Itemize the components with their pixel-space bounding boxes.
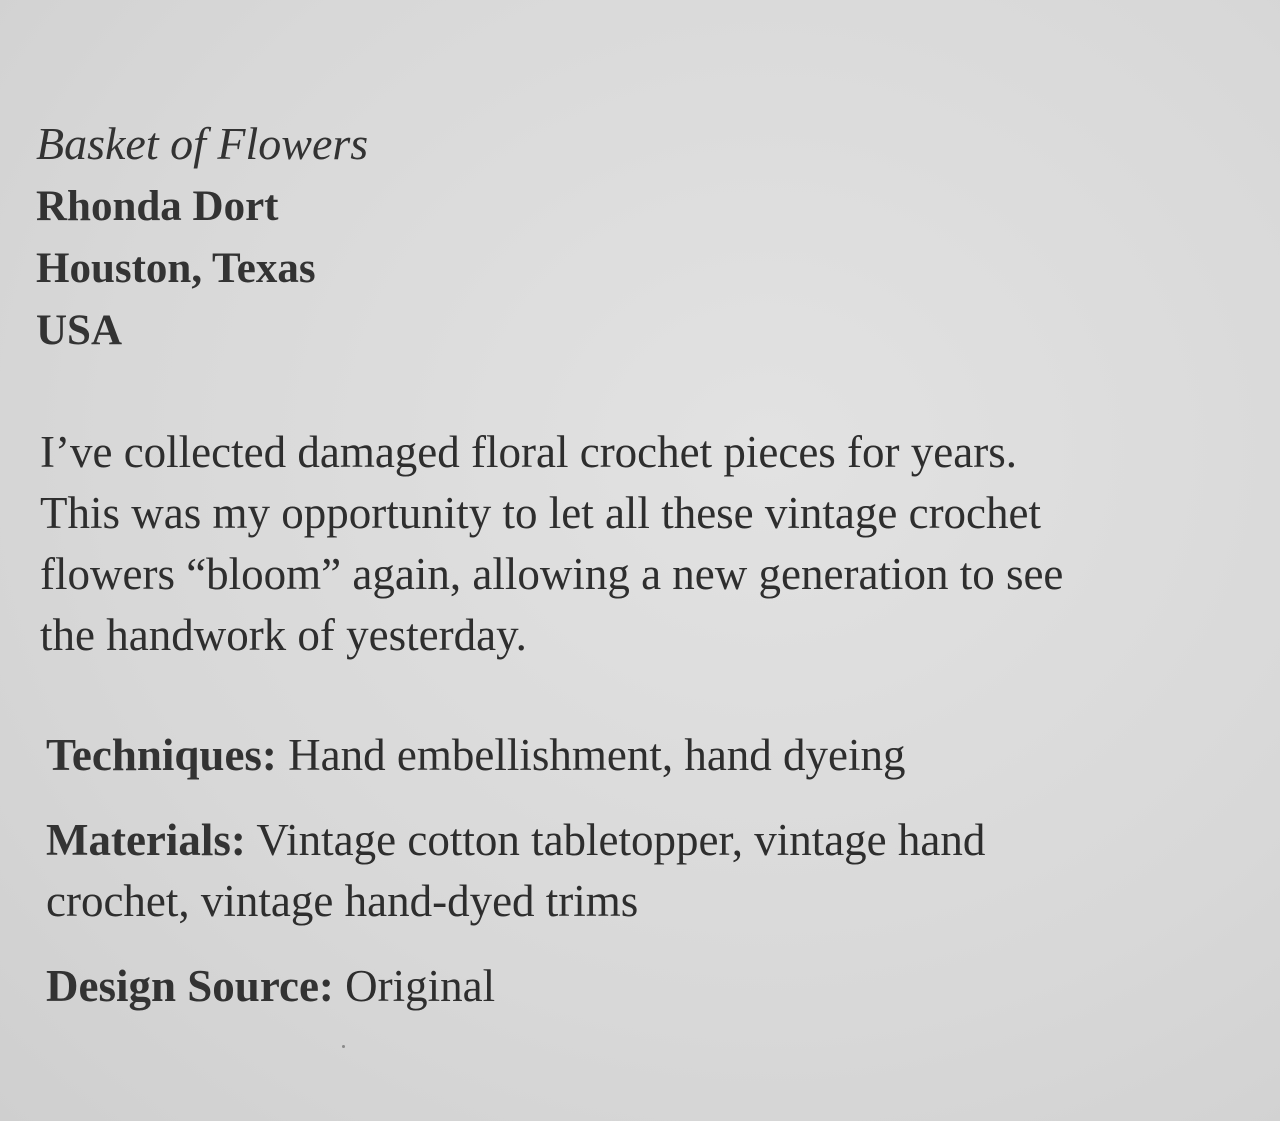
design-source-value: Original bbox=[345, 961, 496, 1011]
artist-name: Rhonda Dort bbox=[36, 183, 279, 230]
design-source-label: Design Source: bbox=[46, 961, 334, 1011]
statement-line: flowers “bloom” again, allowing a new generation to see bbox=[40, 549, 1064, 599]
artist-city: Houston, Texas bbox=[36, 245, 316, 292]
statement-line: This was my opportunity to let all these vintage crochet bbox=[40, 488, 1042, 538]
techniques-label: Techniques: bbox=[46, 730, 277, 780]
artwork-title: Basket of Flowers bbox=[36, 118, 369, 169]
dust-speck bbox=[342, 1045, 345, 1048]
materials-detail bbox=[46, 810, 1261, 932]
materials-value-line2: crochet, vintage hand-dyed trims bbox=[46, 876, 639, 926]
techniques-detail bbox=[46, 725, 1261, 786]
artwork-label-header bbox=[36, 112, 1261, 362]
artist-country: USA bbox=[36, 307, 123, 354]
statement-line: the handwork of yesterday. bbox=[40, 610, 527, 660]
materials-value-line1: Vintage cotton tabletopper, vintage hand bbox=[256, 815, 986, 865]
statement-line: I’ve collected damaged floral crochet pieces for years. bbox=[40, 427, 1017, 477]
techniques-value: Hand embellishment, hand dyeing bbox=[288, 730, 906, 780]
materials-label: Materials: bbox=[46, 815, 246, 865]
artist-statement bbox=[40, 422, 1265, 666]
design-source-detail bbox=[46, 956, 1261, 1017]
